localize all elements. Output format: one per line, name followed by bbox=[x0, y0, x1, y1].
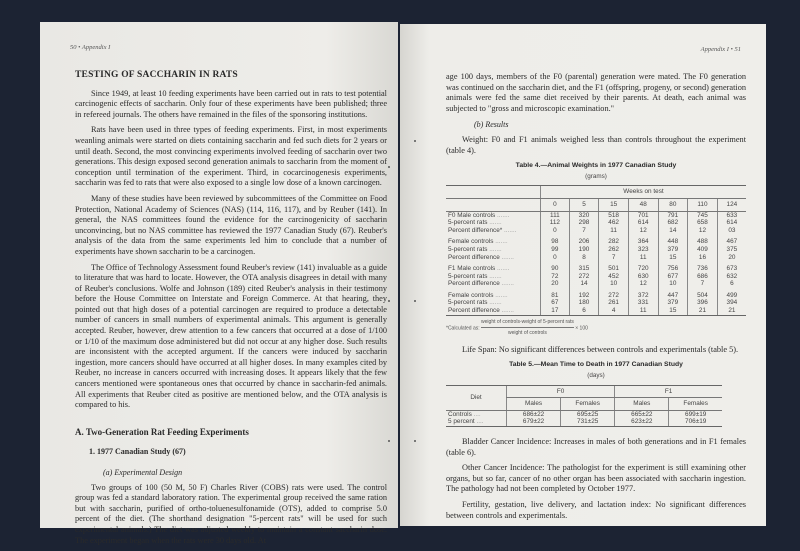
row-label: 5-percent rats ....... bbox=[448, 299, 502, 307]
paragraph: Since 1949, at least 10 feeding experiments have been carried out in rats to test potential carcinogenic effects of saccharin. Only four of these experiments have been published; three in refereed journals. The others have remained in the files of the sponsoring institutions. bbox=[75, 88, 387, 119]
table-title: Table 4.—Animal Weights in 1977 Canadian Study bbox=[515, 162, 677, 170]
cell: 731±25 bbox=[561, 418, 615, 426]
binding-mark bbox=[414, 300, 416, 302]
cell: 20 bbox=[541, 280, 570, 288]
paragraph: Weight: F0 and F1 animals weighed less than controls throughout the experiment (table 4). bbox=[446, 134, 746, 155]
row-label: Percent difference ....... bbox=[448, 253, 514, 261]
paragraph: Bladder Cancer Incidence: Increases in males of both generations and in F1 females (table 6). bbox=[446, 437, 746, 457]
cell: 452 bbox=[599, 273, 629, 281]
table-unit: (grams) bbox=[585, 172, 607, 180]
cell: 4 bbox=[599, 307, 629, 315]
cell: 791 bbox=[658, 211, 688, 219]
diet-header: Diet bbox=[446, 385, 507, 410]
cell: 736 bbox=[688, 265, 718, 273]
cell: 21 bbox=[717, 307, 746, 315]
table-footnote bbox=[446, 317, 746, 339]
table-row bbox=[446, 299, 746, 307]
table-row bbox=[446, 307, 746, 315]
cell: 7 bbox=[688, 280, 718, 288]
cell: 695±25 bbox=[561, 410, 615, 418]
cell: 14 bbox=[569, 280, 599, 288]
paragraph: Fertility, gestation, live delivery, and lactation index: No significant differences between controls and experimentals. bbox=[446, 499, 746, 520]
row-label: 5-percent rats ....... bbox=[448, 219, 502, 227]
row-label: Female controls ....... bbox=[448, 291, 508, 299]
mortality-table bbox=[446, 385, 722, 427]
cell: 180 bbox=[569, 299, 599, 307]
table-row bbox=[446, 246, 746, 254]
cell: 192 bbox=[569, 292, 599, 300]
cell: 14 bbox=[658, 227, 688, 235]
sex-header: Males bbox=[615, 398, 669, 411]
cell: 7 bbox=[599, 254, 629, 262]
cell: 15 bbox=[658, 254, 688, 262]
table-row bbox=[446, 219, 746, 227]
row-label: 5-percent rats ....... bbox=[448, 245, 502, 253]
cell: 12 bbox=[688, 227, 718, 235]
cell: 633 bbox=[717, 211, 746, 219]
cell: 20 bbox=[717, 254, 746, 262]
cell: 6 bbox=[569, 307, 599, 315]
cell: 745 bbox=[688, 211, 718, 219]
paragraph: Many of these studies have been reviewed by subcommittees of the Committee on Food Protection, National Academy of Sciences (NAS) (114, 116, 117), and by Reuber (141). In general, the NAS committees found the evidence for the carcinogenicity of saccharin unconvincing, but no NAS committee has reviewed the 1977 Canadian Study (67). Reuber's analysis of the data from the same experiments led him to conclude that a number of experiments have shown saccharin to be a carcinogen. bbox=[75, 193, 387, 256]
cell: 206 bbox=[569, 238, 599, 246]
cell: 518 bbox=[599, 211, 629, 219]
page-title: TESTING OF SACCHARIN IN RATS bbox=[75, 70, 238, 80]
cell: 272 bbox=[599, 292, 629, 300]
table-row bbox=[446, 211, 746, 219]
binding-mark bbox=[414, 440, 416, 442]
sex-header: Females bbox=[561, 398, 615, 411]
cell: 11 bbox=[628, 307, 658, 315]
row-label: Percent difference ....... bbox=[448, 280, 514, 288]
cell: 364 bbox=[628, 238, 658, 246]
subsection-heading: 1. 1977 Canadian Study (67) bbox=[89, 447, 186, 457]
results-heading: (b) Results bbox=[474, 120, 509, 130]
sex-header: Males bbox=[507, 398, 561, 411]
binding-mark bbox=[388, 440, 390, 442]
cell: 12 bbox=[628, 280, 658, 288]
cell: 447 bbox=[658, 292, 688, 300]
cell: 21 bbox=[688, 307, 718, 315]
table-row bbox=[446, 410, 722, 418]
cell: 331 bbox=[628, 299, 658, 307]
footnote-numerator: weight of controls-weight of 5-percent rats bbox=[481, 317, 574, 329]
left-page bbox=[40, 22, 398, 545]
column-group-header: Weeks on test bbox=[541, 186, 747, 199]
cell: 488 bbox=[688, 238, 718, 246]
cell: 614 bbox=[628, 219, 658, 227]
footnote-denominator: weight of controls bbox=[507, 330, 547, 337]
cell: 372 bbox=[628, 292, 658, 300]
cell: 11 bbox=[599, 227, 629, 235]
cell: 699±19 bbox=[669, 410, 722, 418]
running-head-right: Appendix I • 51 bbox=[700, 46, 741, 53]
column-header: 5 bbox=[569, 198, 599, 211]
table-unit: (days) bbox=[587, 372, 605, 380]
cell: 396 bbox=[688, 299, 718, 307]
binding-mark bbox=[388, 166, 390, 168]
cell: 90 bbox=[541, 265, 570, 273]
cell: 261 bbox=[599, 299, 629, 307]
cell: 0 bbox=[541, 254, 570, 262]
sex-header: Females bbox=[669, 398, 722, 411]
cell: 677 bbox=[658, 273, 688, 281]
cell: 98 bbox=[541, 238, 570, 246]
cell: 10 bbox=[599, 280, 629, 288]
right-page-body bbox=[446, 72, 746, 526]
cell: 8 bbox=[569, 254, 599, 262]
row-label: Percent difference ....... bbox=[446, 307, 541, 315]
cell: 467 bbox=[717, 238, 746, 246]
table-row bbox=[446, 273, 746, 281]
cell: 462 bbox=[599, 219, 629, 227]
footnote-suffix: × 100 bbox=[575, 325, 588, 332]
cell: 315 bbox=[569, 265, 599, 273]
generation-header: F0 bbox=[507, 385, 615, 398]
cell: 673 bbox=[717, 265, 746, 273]
cell: 282 bbox=[599, 238, 629, 246]
row-label: 5-percent rats ....... bbox=[448, 272, 502, 280]
cell: 112 bbox=[541, 219, 570, 227]
table-row bbox=[446, 265, 746, 273]
footnote-formula bbox=[481, 317, 574, 339]
cell: 686 bbox=[688, 273, 718, 281]
section-heading: A. Two-Generation Rat Feeding Experiments bbox=[75, 426, 249, 437]
paragraph: Other Cancer Incidence: The pathologist for the experiment is still examining other organs, but so far, cancer of no other organ has been associated with saccharin ingestion. The pathology had not been completed by October 1977. bbox=[446, 463, 746, 494]
cell: 623±22 bbox=[615, 418, 669, 426]
binding-mark bbox=[388, 300, 390, 302]
cell: 16 bbox=[688, 254, 718, 262]
cell: 701 bbox=[628, 211, 658, 219]
cell: 501 bbox=[599, 265, 629, 273]
table-row bbox=[446, 254, 746, 262]
cell: 272 bbox=[569, 273, 599, 281]
cell: 11 bbox=[628, 254, 658, 262]
row-label: F0 Male controls ....... bbox=[448, 211, 510, 219]
cell: 682 bbox=[658, 219, 688, 227]
cell: 67 bbox=[541, 299, 570, 307]
paragraph: Life Span: No significant differences between controls and experimentals (table 5). bbox=[462, 344, 739, 354]
cell: 630 bbox=[628, 273, 658, 281]
cell: 504 bbox=[688, 292, 718, 300]
column-header: 48 bbox=[628, 198, 658, 211]
cell: 72 bbox=[541, 273, 570, 281]
cell: 323 bbox=[628, 246, 658, 254]
cell: 0 bbox=[541, 227, 570, 235]
row-label: Controls .... bbox=[448, 410, 481, 418]
column-header: 124 bbox=[717, 198, 746, 211]
cell: 448 bbox=[658, 238, 688, 246]
cell: 679±22 bbox=[507, 418, 561, 426]
cell: 6 bbox=[717, 280, 746, 288]
paragraph: age 100 days, members of the F0 (parental) generation were mated. The F0 generation was continued on the saccharin diet, and the F1 (offspring, progeny, or second) generation animals were fed the same diet received by their parents. At death, each animal was subjected to "gross and microscopic examination." bbox=[446, 72, 746, 113]
cell: 665±22 bbox=[615, 410, 669, 418]
cell: 15 bbox=[658, 307, 688, 315]
paragraph: Rats have been used in three types of feeding experiments. First, in most experiments weanling animals were started on diets containing saccharin and fed such diets for 2 years or until death. Second, the most convincing experiments involved feeding of saccharin over two generations. This design exposed second generation animals to saccharin from the moment of conception until termination of the experiment. Third, in cocarcinogenesis experiments, saccharin was fed to rats that were also exposed to a single low dose of a known carcinogen. bbox=[75, 125, 387, 188]
right-page bbox=[400, 24, 766, 526]
left-page-body bbox=[75, 70, 387, 551]
generation-header: F1 bbox=[615, 385, 722, 398]
column-header: 110 bbox=[688, 198, 718, 211]
row-label: Female controls ....... bbox=[448, 238, 508, 246]
table-title: Table 5.—Mean Time to Death in 1977 Canadian Study bbox=[509, 361, 683, 369]
weights-table bbox=[446, 185, 746, 315]
cell: 632 bbox=[717, 273, 746, 281]
cell: 614 bbox=[717, 219, 746, 227]
cell: 499 bbox=[717, 292, 746, 300]
cell: 12 bbox=[628, 227, 658, 235]
table-row bbox=[446, 280, 746, 288]
cell: 111 bbox=[541, 211, 570, 219]
table-5 bbox=[446, 360, 746, 427]
cell: 409 bbox=[688, 246, 718, 254]
cell: 262 bbox=[599, 246, 629, 254]
cell: 320 bbox=[569, 211, 599, 219]
running-head-left: 50 • Appendix I bbox=[70, 44, 111, 51]
cell: 7 bbox=[569, 227, 599, 235]
cell: 379 bbox=[658, 299, 688, 307]
column-header: 0 bbox=[541, 198, 570, 211]
column-header: 15 bbox=[599, 198, 629, 211]
row-label: F1 Male controls ....... bbox=[448, 265, 510, 273]
row-label: 5 percent .... bbox=[446, 418, 507, 426]
cell: 756 bbox=[658, 265, 688, 273]
table-4 bbox=[446, 161, 746, 339]
cell: 03 bbox=[717, 227, 746, 235]
sub-heading: (a) Experimental Design bbox=[103, 468, 183, 477]
footnote-prefix: *Calculated as: bbox=[446, 325, 480, 332]
table-row bbox=[446, 292, 746, 300]
row-label: Percent difference* ....... bbox=[448, 226, 517, 234]
cell: 720 bbox=[628, 265, 658, 273]
cell: 81 bbox=[541, 292, 570, 300]
cell: 99 bbox=[541, 246, 570, 254]
table-row bbox=[446, 238, 746, 246]
binding-mark bbox=[414, 140, 416, 142]
paragraph: Two groups of 100 (50 M, 50 F) Charles River (COBS) rats were used. The control group was fed a standard laboratory ration. The experimental group received the same ration but with saccharin, purified of ortho-toluenesulfonamide (OTS), added to comprise 5.0 percent of the diet. (The shorthand designation "5-percent rats" will be used for such experimental animals.) The diet was adjusted weekly to maintain a constant saccharin dose. The experiment began when the rats were 30 days old. At bbox=[75, 482, 387, 545]
cell: 298 bbox=[569, 219, 599, 227]
cell: 658 bbox=[688, 219, 718, 227]
paragraph: The Office of Technology Assessment found Reuber's review (141) invaluable as a guide to literature that was hard to locate. However, the OTA analysis disagrees in detail with many of Reuber's conclusions. Wolfe and Johnson (189) cited Reuber's analysis in their testimony before the House Committee on Interstate and Foreign Commerce. At that hearing, they pointed out that high doses of a potential carcinogen are required to produce a detectable number of cancers in small numbers of experimental animals. This argument is generally accepted. Reuber, however, drew attention to a few cancers that occurred at a dose of 1/100 or 1/10 of the maximum dose administered but did not occur at any higher dose. Such results are inconsistent with the accepted argument. If the cancers were induced by saccharin ingestion, more cancers should have occurred at all higher doses. In many examples cited by Reuber, no increase in cancers occurred with increasing doses. It appears likely that the few cancers mentioned were spontaneous ones that occurred by chance in saccharin-fed animals. All experiments that Reuber cited as positive are mentioned below, and the OTA analysis is compared to his. bbox=[75, 262, 387, 410]
column-header: 80 bbox=[658, 198, 688, 211]
table-row bbox=[446, 227, 746, 235]
cell: 706±19 bbox=[669, 418, 722, 426]
cell: 17 bbox=[541, 307, 570, 315]
cell: 375 bbox=[717, 246, 746, 254]
table-row bbox=[446, 418, 722, 426]
cell: 190 bbox=[569, 246, 599, 254]
cell: 394 bbox=[717, 299, 746, 307]
cell: 686±22 bbox=[507, 410, 561, 418]
cell: 10 bbox=[658, 280, 688, 288]
cell: 379 bbox=[658, 246, 688, 254]
